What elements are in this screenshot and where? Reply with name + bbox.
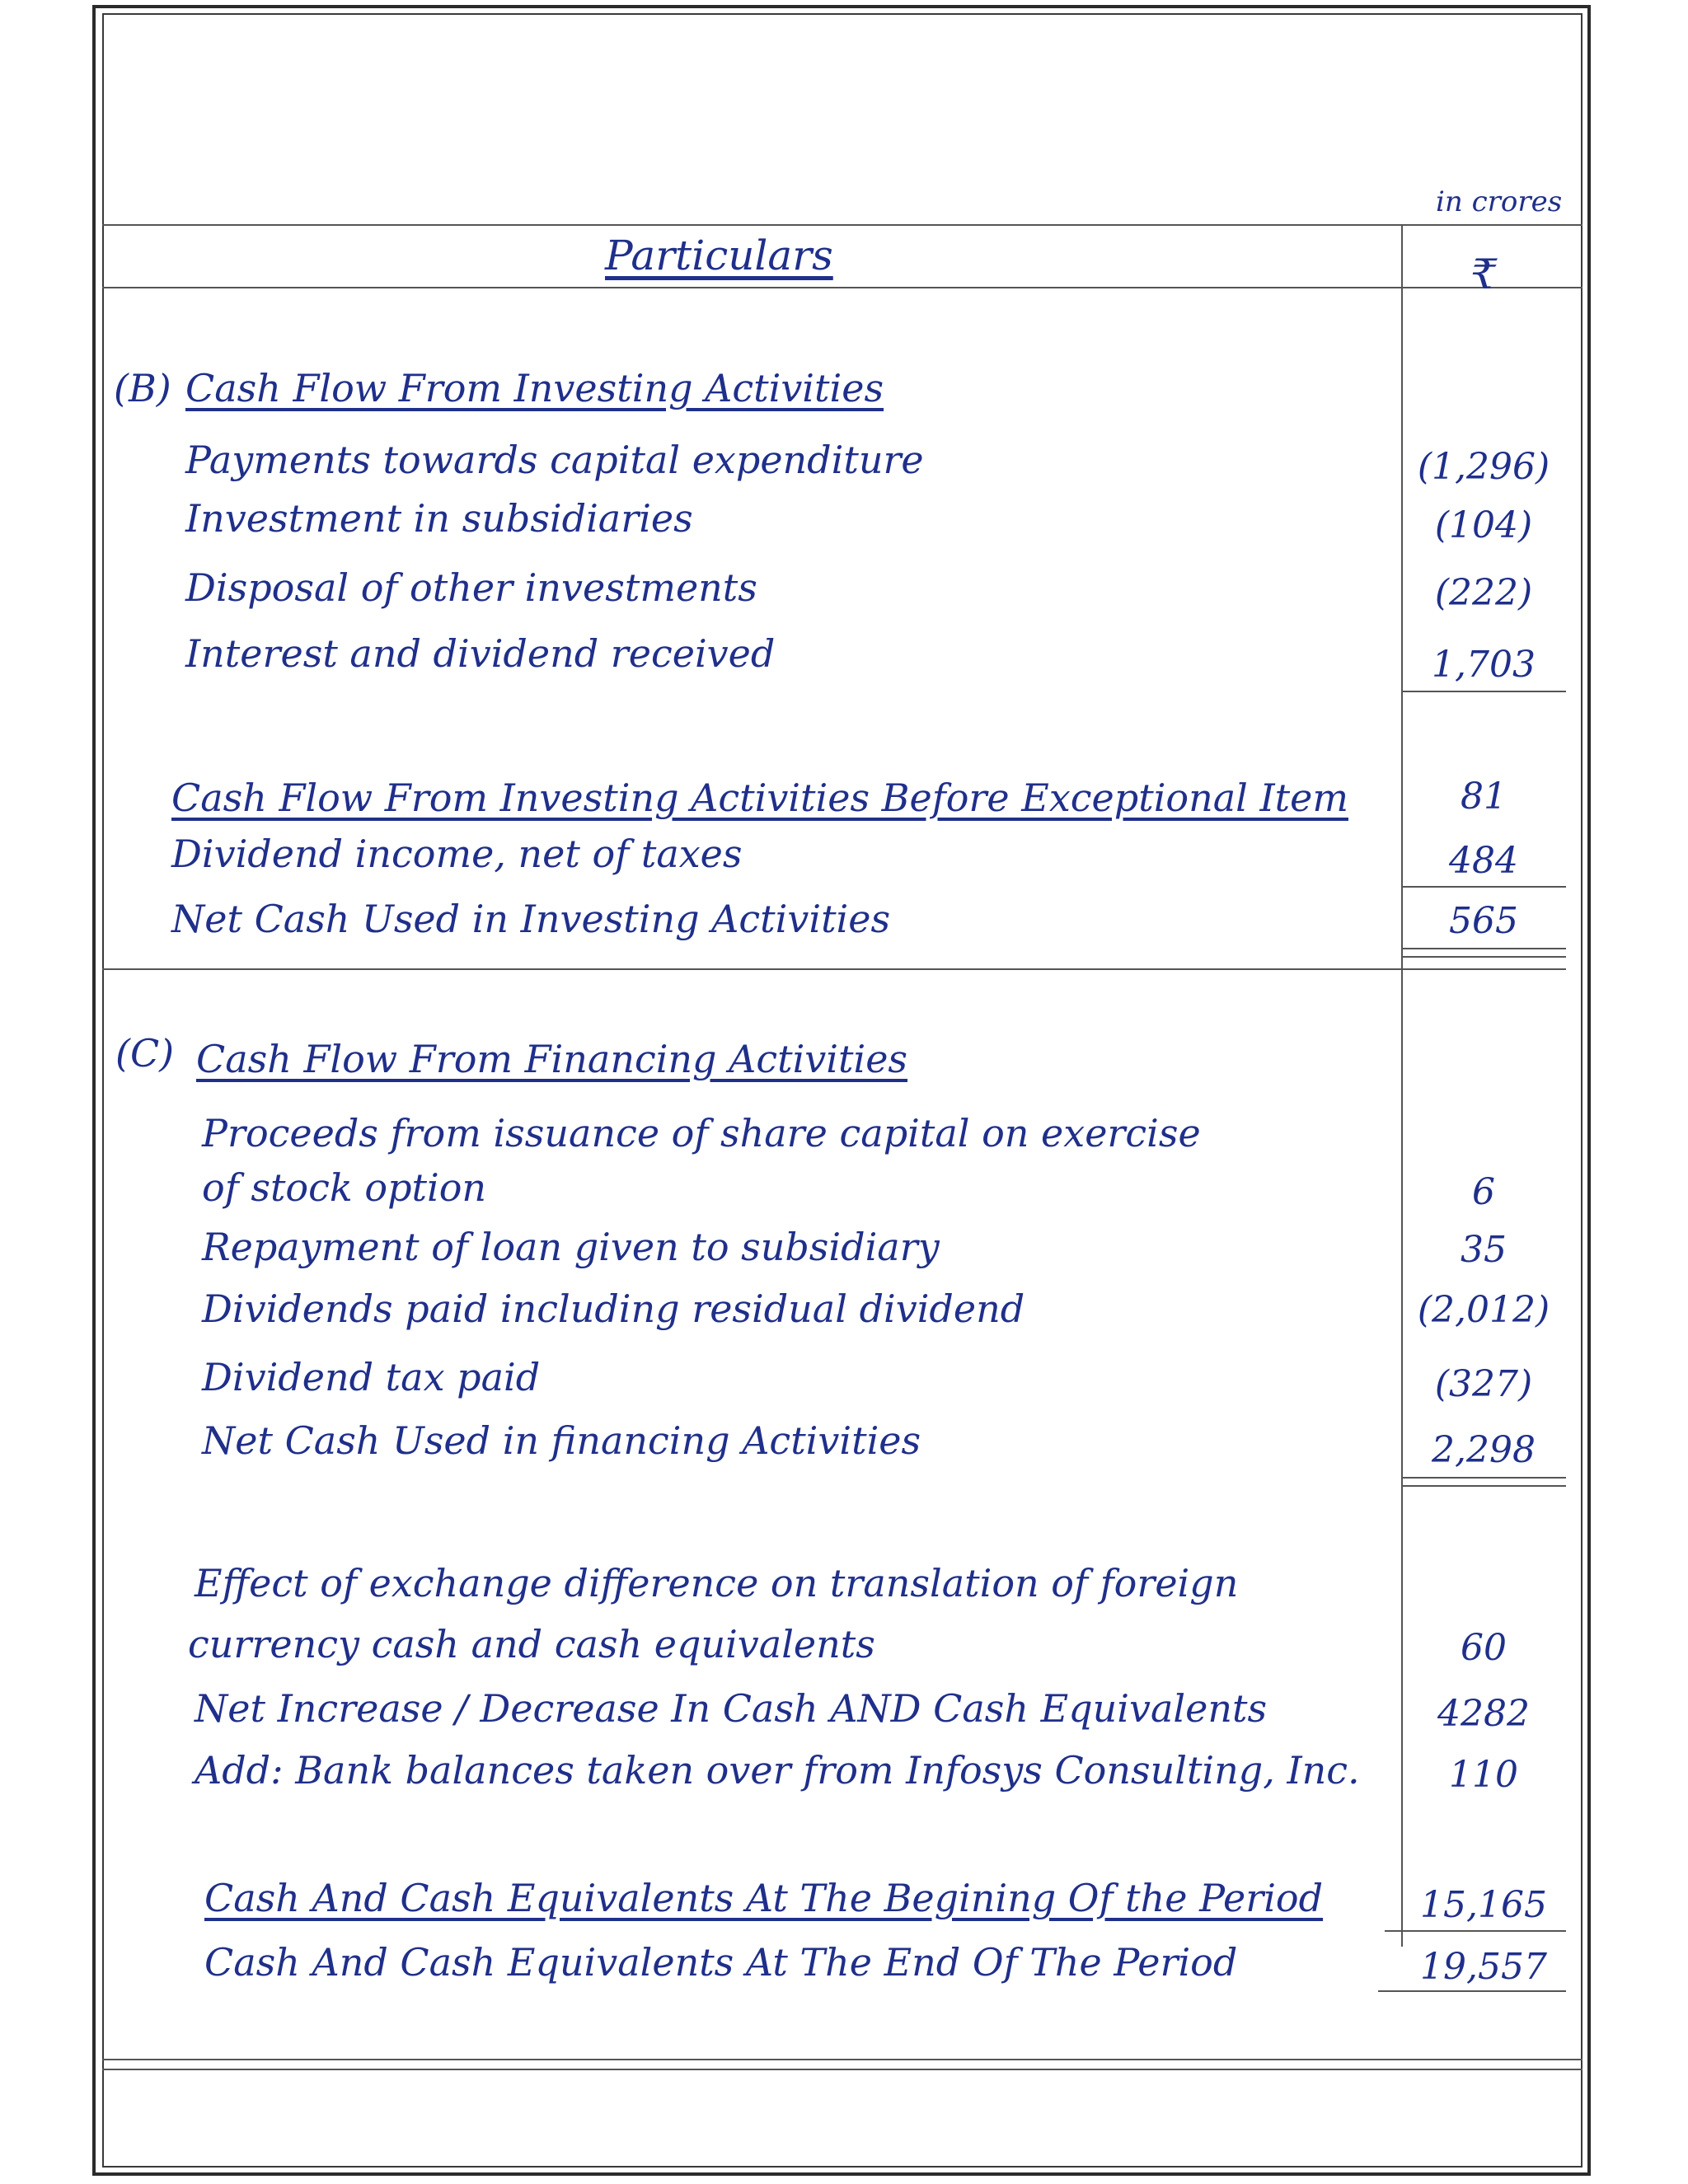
section-c-item-3-value: (2,012): [1417, 1289, 1550, 1331]
header-top-rule: [102, 224, 1582, 226]
section-b-before-exceptional-value: 81: [1461, 776, 1507, 818]
section-b-net-top-rule: [1401, 886, 1566, 888]
section-c-title: Cash Flow From Financing Activities: [196, 1037, 908, 1081]
section-c-item-4-label: Dividend tax paid: [202, 1355, 541, 1399]
bank-balances-value: 110: [1449, 1754, 1518, 1796]
beginning-rule: [1385, 1930, 1566, 1932]
section-b-net-cash-label: Net Cash Used in Investing Activities: [171, 897, 891, 941]
header-bottom-rule: [102, 287, 1582, 288]
beginning-balance-value: 15,165: [1420, 1884, 1547, 1926]
beginning-balance-label: Cash And Cash Equivalents At The Begining Of the Period: [204, 1876, 1324, 1920]
section-c-item-2-label: Repayment of loan given to subsidiary: [202, 1225, 940, 1269]
section-b-item-1-value: (1,296): [1417, 446, 1550, 488]
section-b-item-3-value: (222): [1434, 572, 1533, 614]
bank-balances-label: Add: Bank balances taken over from Infosys Consulting, Inc.: [195, 1748, 1360, 1793]
page-border-inner: [102, 13, 1582, 2168]
section-c-net-bottom-rule-2: [1401, 1485, 1566, 1487]
section-c-label: (C): [115, 1031, 175, 1076]
section-b-item-1-label: Payments towards capital expenditure: [185, 438, 924, 482]
section-b-dividend-income-value: 484: [1449, 840, 1518, 882]
particulars-heading: Particulars: [605, 232, 833, 279]
section-b-item-2-value: (104): [1434, 504, 1533, 546]
section-b-net-cash-value: 565: [1449, 900, 1518, 942]
footer-rule-2: [102, 2069, 1582, 2070]
section-c-item-4-value: (327): [1434, 1363, 1533, 1405]
section-b-title: Cash Flow From Investing Activities: [185, 366, 884, 410]
section-c-net-cash-label: Net Cash Used in financing Activities: [202, 1418, 921, 1463]
section-c-item-1-value: 6: [1472, 1171, 1495, 1213]
net-increase-value: 4282: [1437, 1693, 1530, 1735]
section-b-dividend-income-label: Dividend income, net of taxes: [171, 832, 743, 876]
exchange-effect-value: 60: [1461, 1627, 1507, 1669]
exchange-effect-label-line1: Effect of exchange difference on translation of foreign: [195, 1561, 1239, 1605]
section-c-item-1-label-line2: of stock option: [202, 1165, 487, 1210]
section-b-label: (B): [114, 366, 171, 410]
section-c-net-bottom-rule-1: [1401, 1477, 1566, 1479]
end-balance-value: 19,557: [1420, 1946, 1547, 1988]
section-c-item-1-label-line1: Proceeds from issuance of share capital on exercise: [202, 1111, 1201, 1155]
section-b-net-bottom-rule-2: [1401, 956, 1566, 958]
section-b-subtotal-rule: [1401, 691, 1566, 692]
footer-rule-1: [102, 2059, 1582, 2060]
end-balance-label: Cash And Cash Equivalents At The End Of The Period: [204, 1940, 1238, 1985]
section-b-item-3-label: Disposal of other investments: [185, 565, 757, 610]
section-c-item-3-label: Dividends paid including residual dividend: [202, 1286, 1025, 1331]
section-b-item-4-label: Interest and dividend received: [185, 631, 776, 676]
end-rule-1: [1378, 1990, 1566, 1992]
net-increase-label: Net Increase / Decrease In Cash AND Cash Equivalents: [195, 1686, 1268, 1731]
section-c-item-2-value: 35: [1461, 1229, 1507, 1271]
currency-symbol: ₹: [1470, 251, 1497, 298]
section-c-net-cash-value: 2,298: [1432, 1429, 1536, 1471]
section-divider: [102, 968, 1566, 970]
section-b-before-exceptional-label: Cash Flow From Investing Activities Before Exceptional Item: [171, 776, 1348, 820]
exchange-effect-label-line2: currency cash and cash equivalents: [188, 1622, 875, 1666]
unit-note: in crores: [1436, 185, 1563, 218]
section-b-net-bottom-rule-1: [1401, 948, 1566, 949]
section-b-item-2-label: Investment in subsidiaries: [185, 496, 693, 541]
section-b-item-4-value: 1,703: [1432, 644, 1536, 686]
